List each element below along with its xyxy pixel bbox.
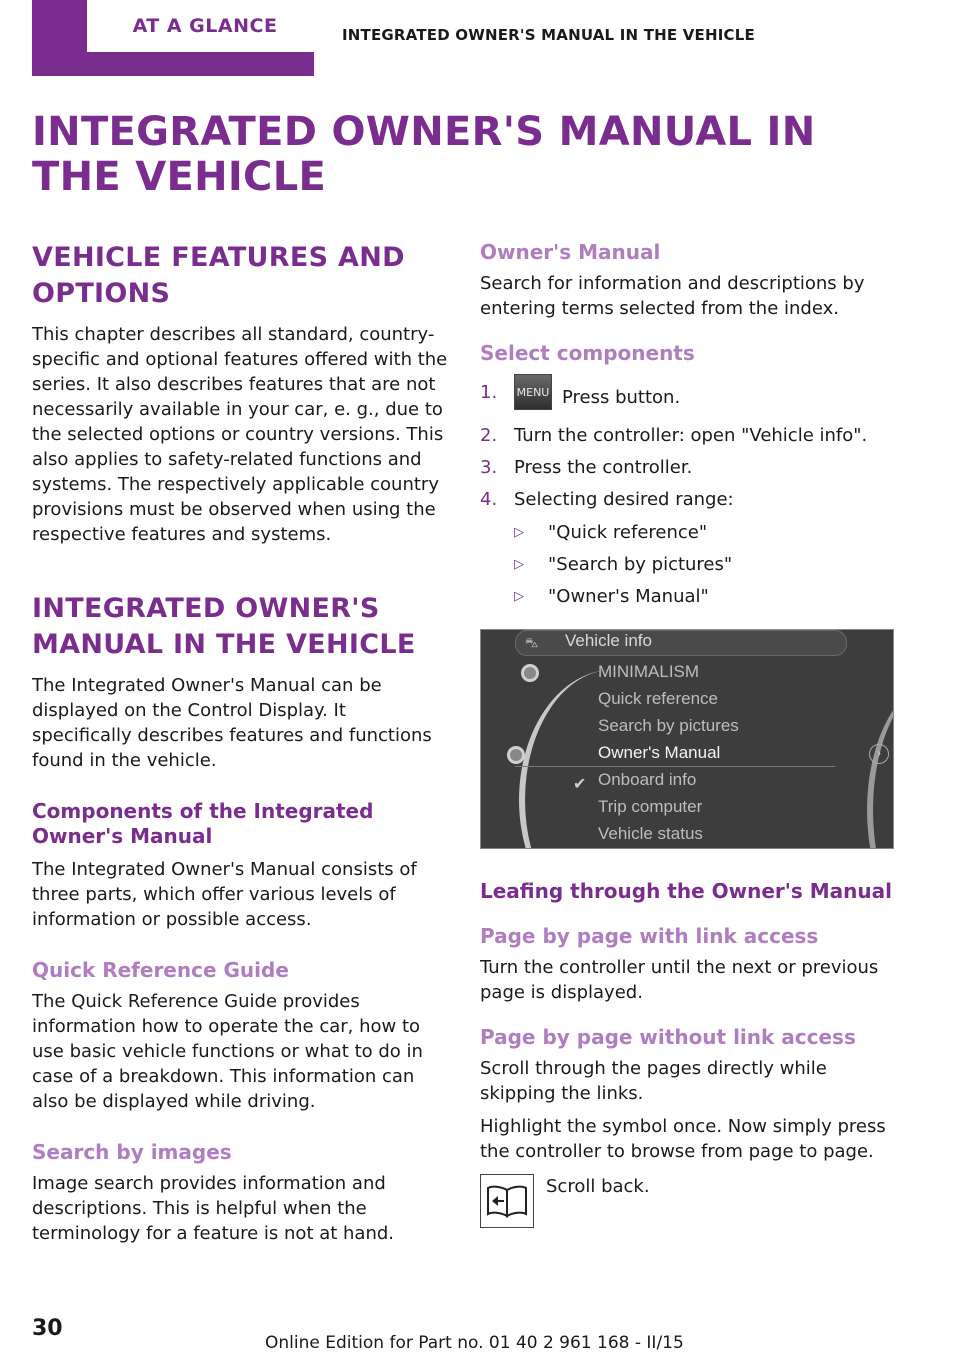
owners-manual-heading: Owner's Manual xyxy=(480,240,661,264)
screen-menu-item: Search by pictures xyxy=(598,716,739,735)
step-item xyxy=(480,487,898,609)
search-images-heading: Search by images xyxy=(32,1140,232,1164)
page-number: 30 xyxy=(32,1316,63,1341)
link-access-heading: Page by page with link access xyxy=(480,924,819,948)
steps-list xyxy=(480,380,898,609)
sub-item: ▷ "Search by pictures" xyxy=(514,554,733,575)
no-link-access-text: Scroll through the pages directly while skipping the links. xyxy=(480,1058,827,1104)
triangle-bullet-icon: ▷ xyxy=(514,557,524,572)
step-item xyxy=(480,380,898,416)
step-item xyxy=(480,423,898,448)
chevron-right-icon: › xyxy=(869,744,889,764)
step-item xyxy=(480,455,898,480)
triangle-bullet-icon: ▷ xyxy=(514,525,524,540)
control-display-screenshot xyxy=(480,629,894,849)
step-text: Selecting desired range: xyxy=(514,489,734,510)
left-column xyxy=(32,240,450,1254)
running-title: INTEGRATED OWNER'S MANUAL IN THE VEHICLE xyxy=(342,26,755,44)
screen-menu-item: Quick reference xyxy=(598,689,718,708)
check-icon: ✔ xyxy=(573,776,587,793)
owners-manual-text: Search for information and descriptions by entering terms selected from the index. xyxy=(480,273,865,319)
iom-text: The Integrated Owner's Manual can be displayed on the Control Display. It specifically describes features and functions found in the vehicle. xyxy=(32,675,432,771)
screen-menu-item: Vehicle status xyxy=(598,824,703,843)
step-text: Press button. xyxy=(562,387,681,408)
step-number: 1. xyxy=(480,382,498,403)
page-title: INTEGRATED OWNER'S MANUAL IN THE VEHICLE xyxy=(32,109,816,200)
quick-reference-heading: Quick Reference Guide xyxy=(32,958,289,982)
scroll-back-row xyxy=(480,1174,898,1228)
book-scroll-back-icon xyxy=(480,1174,534,1228)
screen-menu-item-selected: Owner's Manual xyxy=(598,743,721,762)
screen-menu-item: Onboard info xyxy=(598,770,697,789)
step-number: 3. xyxy=(480,457,498,478)
screen-menu-item: MINIMALISM xyxy=(598,662,700,681)
right-column xyxy=(480,240,898,1228)
arc-dot-top xyxy=(521,664,539,682)
screen-menu-item: Trip computer xyxy=(598,797,703,816)
step-number: 4. xyxy=(480,489,498,510)
step-number: 2. xyxy=(480,425,498,446)
select-components-heading: Select components xyxy=(480,341,695,365)
features-text: This chapter describes all standard, country-specific and optional features offered with the series. It also describes features that are not necessarily available in your car, e. g., due to the selected options or country versions. This also applies to safety-related functions and systems. The respectively applicable country provisions must be observed when using the respective features and systems. xyxy=(32,324,448,545)
features-heading: VEHICLE FEATURES AND OPTIONS xyxy=(32,242,405,309)
step-text: Turn the controller: open "Vehicle info". xyxy=(514,425,868,446)
sub-item: ▷ "Owner's Manual" xyxy=(514,586,709,607)
search-images-text: Image search provides information and descriptions. This is helpful when the terminology for a feature is not at hand. xyxy=(32,1173,395,1244)
quick-reference-text: The Quick Reference Guide provides information how to operate the car, how to use basic vehicle functions or what to do in case of a breakdown. This information can also be displayed while driving. xyxy=(32,991,423,1112)
components-text: The Integrated Owner's Manual consists of three parts, which offer various levels of information or possible access. xyxy=(32,859,417,930)
components-heading: Components of the Integrated Owner's Manual xyxy=(32,799,374,848)
menu-button-icon: MENU xyxy=(514,374,552,410)
controller-arc-right xyxy=(867,680,894,849)
sub-item: ▷ "Quick reference" xyxy=(514,522,708,543)
scroll-back-text: Scroll back. xyxy=(546,1176,650,1197)
iom-heading: INTEGRATED OWNER'S MANUAL IN THE VEHICLE xyxy=(32,593,416,660)
no-link-access-text-2: Highlight the symbol once. Now simply press the controller to browse from page to page. xyxy=(480,1116,886,1162)
sub-list xyxy=(514,520,898,609)
edition-note: Online Edition for Part no. 01 40 2 961 168 - II/15 xyxy=(265,1333,684,1353)
section-tab-label: AT A GLANCE xyxy=(87,0,323,52)
screen-title: Vehicle info xyxy=(565,631,652,650)
link-access-text: Turn the controller until the next or previous page is displayed. xyxy=(480,957,879,1003)
triangle-bullet-icon: ▷ xyxy=(514,589,524,604)
leafing-heading: Leafing through the Owner's Manual xyxy=(480,879,892,903)
step-text: Press the controller. xyxy=(514,457,693,478)
section-tab xyxy=(32,0,314,76)
vehicle-icon: ⛍ xyxy=(525,635,539,650)
no-link-access-heading: Page by page without link access xyxy=(480,1025,856,1049)
